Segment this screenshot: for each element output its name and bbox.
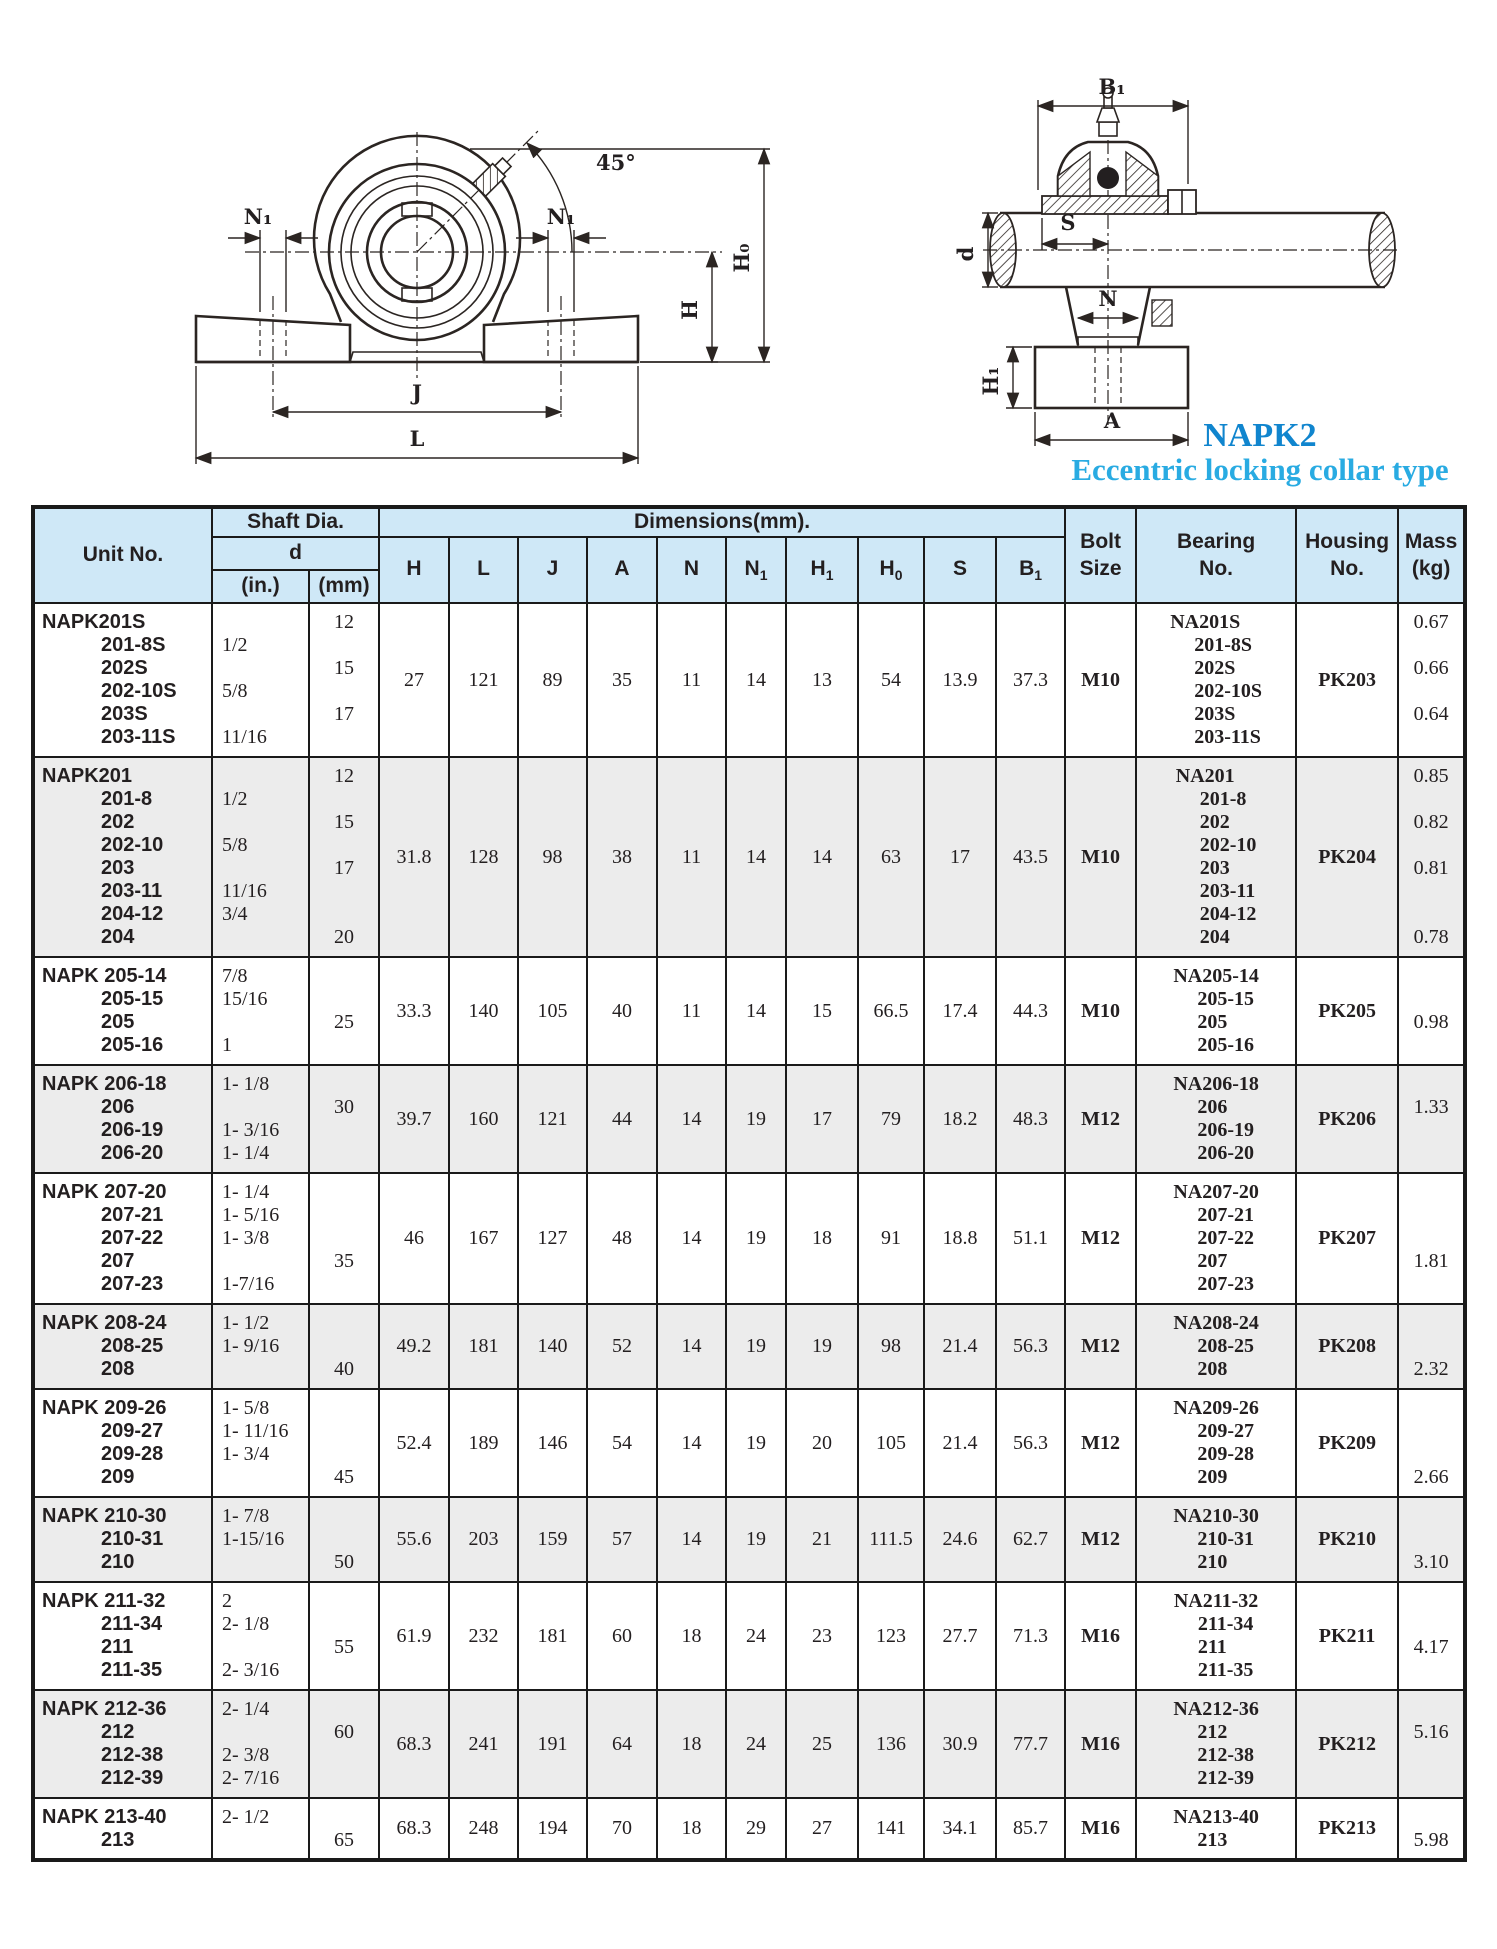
shaft-dia-mm-cell: 60 bbox=[309, 1690, 379, 1798]
dim-h-cell: 49.2 bbox=[379, 1304, 449, 1389]
angle-45-label: 45° bbox=[596, 150, 636, 175]
shaft-dia-inch-cell: 1- 1/8 1- 3/16 1- 1/4 bbox=[212, 1065, 309, 1173]
col-header-unit-no: Unit No. bbox=[33, 507, 212, 603]
dim-n-cell: 18 bbox=[657, 1582, 726, 1690]
dim-h-cell: 68.3 bbox=[379, 1690, 449, 1798]
dim-b1-cell: 56.3 bbox=[996, 1304, 1065, 1389]
unit-no-cell: NAPK 212-36 212 212-38 212-39 bbox=[33, 1690, 212, 1798]
dim-a-cell: 35 bbox=[587, 603, 657, 757]
dim-l-cell: 160 bbox=[449, 1065, 518, 1173]
unit-no-cell: NAPK 211-32 211-34 211 211-35 bbox=[33, 1582, 212, 1690]
dim-h0-cell: 123 bbox=[858, 1582, 924, 1690]
mass-cell: 4.17 bbox=[1398, 1582, 1465, 1690]
dim-j-cell: 121 bbox=[518, 1065, 587, 1173]
mass-cell: 2.66 bbox=[1398, 1389, 1465, 1497]
dim-s-cell: 17.4 bbox=[924, 957, 996, 1065]
dim-l-cell: 203 bbox=[449, 1497, 518, 1582]
col-header-n: N bbox=[657, 537, 726, 603]
col-header-h1: $H_1$ bbox=[786, 537, 858, 603]
technical-drawing-side bbox=[953, 74, 1400, 446]
dim-b1-cell: 56.3 bbox=[996, 1389, 1065, 1497]
n-label: N bbox=[1098, 286, 1118, 311]
dim-l-cell: 189 bbox=[449, 1389, 518, 1497]
dim-h1-cell: 18 bbox=[786, 1173, 858, 1304]
dim-s-cell: 18.2 bbox=[924, 1065, 996, 1173]
table-row bbox=[33, 1497, 1465, 1582]
dim-h-cell: 68.3 bbox=[379, 1798, 449, 1860]
dim-j-cell: 191 bbox=[518, 1690, 587, 1798]
shaft-dia-mm-cell: 65 bbox=[309, 1798, 379, 1860]
dim-h0-cell: 136 bbox=[858, 1690, 924, 1798]
l-label: L bbox=[409, 426, 425, 451]
dim-s-cell: 24.6 bbox=[924, 1497, 996, 1582]
col-header-h0: $H_0$ bbox=[858, 537, 924, 603]
shaft-dia-inch-cell: 1- 7/8 1-15/16 bbox=[212, 1497, 309, 1582]
dim-l-cell: 232 bbox=[449, 1582, 518, 1690]
dim-h-cell: 46 bbox=[379, 1173, 449, 1304]
bearing-no-cell: NA201 201-8 202 202-10 203 203-11 204-12 204 bbox=[1136, 757, 1296, 957]
bolt-size-cell: M16 bbox=[1065, 1798, 1136, 1860]
housing-no-cell: PK208 bbox=[1296, 1304, 1398, 1389]
dim-j-cell: 105 bbox=[518, 957, 587, 1065]
bolt-size-cell: M16 bbox=[1065, 1690, 1136, 1798]
dim-h1-cell: 15 bbox=[786, 957, 858, 1065]
unit-no-cell: NAPK201 201-8 202 202-10 203 203-11 204-12 204 bbox=[33, 757, 212, 957]
bearing-no-cell: NA211-32 211-34 211 211-35 bbox=[1136, 1582, 1296, 1690]
bearing-no-cell: NA213-40 213 bbox=[1136, 1798, 1296, 1860]
dim-h-cell: 39.7 bbox=[379, 1065, 449, 1173]
dim-a-cell: 38 bbox=[587, 757, 657, 957]
dim-j-cell: 98 bbox=[518, 757, 587, 957]
dim-n1-cell: 19 bbox=[726, 1173, 786, 1304]
technical-drawing-front bbox=[196, 123, 770, 464]
mass-cell: 1.33 bbox=[1398, 1065, 1465, 1173]
col-header-j: J bbox=[518, 537, 587, 603]
bolt-size-cell: M12 bbox=[1065, 1497, 1136, 1582]
col-header-bearing-no: Bearing No. bbox=[1136, 507, 1296, 603]
housing-no-cell: PK204 bbox=[1296, 757, 1398, 957]
bolt-size-cell: M10 bbox=[1065, 957, 1136, 1065]
dim-l-cell: 181 bbox=[449, 1304, 518, 1389]
dim-n-cell: 14 bbox=[657, 1065, 726, 1173]
dim-n1-cell: 29 bbox=[726, 1798, 786, 1860]
a-label: A bbox=[1103, 408, 1121, 433]
dim-n-cell: 11 bbox=[657, 757, 726, 957]
housing-no-cell: PK209 bbox=[1296, 1389, 1398, 1497]
col-header-inch: (in.) bbox=[212, 570, 309, 603]
dim-b1-cell: 37.3 bbox=[996, 603, 1065, 757]
dim-n-cell: 14 bbox=[657, 1389, 726, 1497]
bearing-no-cell: NA201S 201-8S 202S 202-10S 203S 203-11S bbox=[1136, 603, 1296, 757]
dim-l-cell: 167 bbox=[449, 1173, 518, 1304]
shaft-dia-inch-cell: 1/2 5/8 11/16 3/4 bbox=[212, 757, 309, 957]
col-header-mass: Mass (kg) bbox=[1398, 507, 1465, 603]
dim-n-cell: 18 bbox=[657, 1690, 726, 1798]
col-header-housing-no: Housing No. bbox=[1296, 507, 1398, 603]
bearing-no-cell: NA210-30 210-31 210 bbox=[1136, 1497, 1296, 1582]
dim-s-cell: 21.4 bbox=[924, 1389, 996, 1497]
col-header-bolt-size: Bolt Size bbox=[1065, 507, 1136, 603]
shaft-dia-mm-cell: 55 bbox=[309, 1582, 379, 1690]
table-row bbox=[33, 1173, 1465, 1304]
col-header-s: S bbox=[924, 537, 996, 603]
dim-h0-cell: 105 bbox=[858, 1389, 924, 1497]
dim-b1-cell: 77.7 bbox=[996, 1690, 1065, 1798]
housing-no-cell: PK206 bbox=[1296, 1065, 1398, 1173]
d-label: d bbox=[953, 246, 978, 262]
dim-l-cell: 121 bbox=[449, 603, 518, 757]
shaft-dia-inch-cell: 2- 1/4 2- 3/8 2- 7/16 bbox=[212, 1690, 309, 1798]
col-header-h: H bbox=[379, 537, 449, 603]
shaft-dia-inch-cell: 1- 5/8 1- 11/16 1- 3/4 bbox=[212, 1389, 309, 1497]
dim-h0-cell: 98 bbox=[858, 1304, 924, 1389]
dim-n-cell: 11 bbox=[657, 603, 726, 757]
dim-n1-cell: 19 bbox=[726, 1065, 786, 1173]
dim-j-cell: 127 bbox=[518, 1173, 587, 1304]
h1-label: H₁ bbox=[978, 366, 1003, 396]
b1-label: B₁ bbox=[1098, 74, 1126, 99]
table-row bbox=[33, 757, 1465, 957]
unit-no-cell: NAPK 208-24 208-25 208 bbox=[33, 1304, 212, 1389]
dim-j-cell: 194 bbox=[518, 1798, 587, 1860]
dim-b1-cell: 44.3 bbox=[996, 957, 1065, 1065]
col-header-shaft-dia: Shaft Dia. bbox=[212, 507, 379, 537]
housing-no-cell: PK205 bbox=[1296, 957, 1398, 1065]
housing-no-cell: PK211 bbox=[1296, 1582, 1398, 1690]
housing-no-cell: PK210 bbox=[1296, 1497, 1398, 1582]
mass-cell: 5.16 bbox=[1398, 1690, 1465, 1798]
dim-h-cell: 52.4 bbox=[379, 1389, 449, 1497]
housing-no-cell: PK207 bbox=[1296, 1173, 1398, 1304]
table-row bbox=[33, 603, 1465, 757]
table-row bbox=[33, 1065, 1465, 1173]
shaft-dia-mm-cell: 12 15 17 20 bbox=[309, 757, 379, 957]
dim-h1-cell: 13 bbox=[786, 603, 858, 757]
unit-no-cell: NAPK201S 201-8S 202S 202-10S 203S 203-11S bbox=[33, 603, 212, 757]
shaft-dia-inch-cell: 7/8 15/16 1 bbox=[212, 957, 309, 1065]
unit-no-cell: NAPK 205-14 205-15 205 205-16 bbox=[33, 957, 212, 1065]
col-header-d: d bbox=[212, 537, 379, 570]
bearing-no-cell: NA206-18 206 206-19 206-20 bbox=[1136, 1065, 1296, 1173]
bolt-size-cell: M12 bbox=[1065, 1389, 1136, 1497]
h0-label: H₀ bbox=[729, 243, 754, 273]
n1-left-label: N₁ bbox=[243, 204, 273, 229]
table-body bbox=[33, 603, 1465, 1860]
dim-j-cell: 146 bbox=[518, 1389, 587, 1497]
dim-n1-cell: 19 bbox=[726, 1497, 786, 1582]
mass-cell: 0.85 0.82 0.81 0.78 bbox=[1398, 757, 1465, 957]
dim-j-cell: 181 bbox=[518, 1582, 587, 1690]
dim-a-cell: 48 bbox=[587, 1173, 657, 1304]
mass-cell: 0.98 bbox=[1398, 957, 1465, 1065]
shaft-dia-mm-cell: 12 15 17 bbox=[309, 603, 379, 757]
bolt-size-cell: M12 bbox=[1065, 1173, 1136, 1304]
housing-no-cell: PK203 bbox=[1296, 603, 1398, 757]
mass-cell: 2.32 bbox=[1398, 1304, 1465, 1389]
col-header-a: A bbox=[587, 537, 657, 603]
table-row bbox=[33, 1304, 1465, 1389]
shaft-dia-mm-cell: 50 bbox=[309, 1497, 379, 1582]
dim-n-cell: 18 bbox=[657, 1798, 726, 1860]
unit-no-cell: NAPK 206-18 206 206-19 206-20 bbox=[33, 1065, 212, 1173]
unit-no-cell: NAPK 209-26 209-27 209-28 209 bbox=[33, 1389, 212, 1497]
dim-n1-cell: 19 bbox=[726, 1389, 786, 1497]
mass-cell: 0.67 0.66 0.64 bbox=[1398, 603, 1465, 757]
bolt-size-cell: M10 bbox=[1065, 603, 1136, 757]
table-row bbox=[33, 1798, 1465, 1860]
mass-cell: 3.10 bbox=[1398, 1497, 1465, 1582]
unit-no-cell: NAPK 210-30 210-31 210 bbox=[33, 1497, 212, 1582]
bolt-size-cell: M10 bbox=[1065, 757, 1136, 957]
dim-n-cell: 11 bbox=[657, 957, 726, 1065]
bearing-no-cell: NA212-36 212 212-38 212-39 bbox=[1136, 1690, 1296, 1798]
dim-l-cell: 248 bbox=[449, 1798, 518, 1860]
table-row bbox=[33, 1389, 1465, 1497]
table-row bbox=[33, 957, 1465, 1065]
dim-s-cell: 34.1 bbox=[924, 1798, 996, 1860]
dim-h1-cell: 17 bbox=[786, 1065, 858, 1173]
shaft-dia-inch-cell: 1/2 5/8 11/16 bbox=[212, 603, 309, 757]
dim-h-cell: 33.3 bbox=[379, 957, 449, 1065]
dim-s-cell: 21.4 bbox=[924, 1304, 996, 1389]
dim-n1-cell: 24 bbox=[726, 1582, 786, 1690]
dim-h0-cell: 91 bbox=[858, 1173, 924, 1304]
dim-s-cell: 13.9 bbox=[924, 603, 996, 757]
dim-a-cell: 54 bbox=[587, 1389, 657, 1497]
dim-n-cell: 14 bbox=[657, 1497, 726, 1582]
dim-a-cell: 60 bbox=[587, 1582, 657, 1690]
dim-s-cell: 18.8 bbox=[924, 1173, 996, 1304]
col-header-mm: (mm) bbox=[309, 570, 379, 603]
bearing-no-cell: NA207-20 207-21 207-22 207 207-23 bbox=[1136, 1173, 1296, 1304]
shaft-dia-inch-cell: 2 2- 1/8 2- 3/16 bbox=[212, 1582, 309, 1690]
shaft-dia-mm-cell: 40 bbox=[309, 1304, 379, 1389]
dim-h-cell: 27 bbox=[379, 603, 449, 757]
series-title bbox=[1040, 418, 1480, 486]
dim-b1-cell: 51.1 bbox=[996, 1173, 1065, 1304]
dim-b1-cell: 71.3 bbox=[996, 1582, 1065, 1690]
dim-h1-cell: 14 bbox=[786, 757, 858, 957]
unit-no-cell: NAPK 213-40 213 bbox=[33, 1798, 212, 1860]
dim-h0-cell: 141 bbox=[858, 1798, 924, 1860]
shaft-dia-mm-cell: 45 bbox=[309, 1389, 379, 1497]
dim-a-cell: 52 bbox=[587, 1304, 657, 1389]
dim-b1-cell: 48.3 bbox=[996, 1065, 1065, 1173]
shaft-dia-inch-cell: 1- 1/4 1- 5/16 1- 3/8 1-7/16 bbox=[212, 1173, 309, 1304]
shaft-dia-mm-cell: 30 bbox=[309, 1065, 379, 1173]
dim-a-cell: 57 bbox=[587, 1497, 657, 1582]
bolt-size-cell: M12 bbox=[1065, 1304, 1136, 1389]
dim-n-cell: 14 bbox=[657, 1173, 726, 1304]
dim-a-cell: 44 bbox=[587, 1065, 657, 1173]
bolt-size-cell: M16 bbox=[1065, 1582, 1136, 1690]
dim-b1-cell: 43.5 bbox=[996, 757, 1065, 957]
shaft-dia-inch-cell: 2- 1/2 bbox=[212, 1798, 309, 1860]
shaft-dia-mm-cell: 35 bbox=[309, 1173, 379, 1304]
dim-s-cell: 27.7 bbox=[924, 1582, 996, 1690]
table-header bbox=[33, 507, 1465, 603]
shaft-dia-inch-cell: 1- 1/2 1- 9/16 bbox=[212, 1304, 309, 1389]
col-header-l: L bbox=[449, 537, 518, 603]
dim-j-cell: 159 bbox=[518, 1497, 587, 1582]
dim-h-cell: 61.9 bbox=[379, 1582, 449, 1690]
dim-h-cell: 31.8 bbox=[379, 757, 449, 957]
dim-h1-cell: 23 bbox=[786, 1582, 858, 1690]
table-row bbox=[33, 1690, 1465, 1798]
dim-h1-cell: 20 bbox=[786, 1389, 858, 1497]
bearing-no-cell: NA208-24 208-25 208 bbox=[1136, 1304, 1296, 1389]
dim-n1-cell: 14 bbox=[726, 957, 786, 1065]
dim-l-cell: 140 bbox=[449, 957, 518, 1065]
bearing-no-cell: NA209-26 209-27 209-28 209 bbox=[1136, 1389, 1296, 1497]
shaft-dia-mm-cell: 25 bbox=[309, 957, 379, 1065]
dim-a-cell: 70 bbox=[587, 1798, 657, 1860]
mass-cell: 1.81 bbox=[1398, 1173, 1465, 1304]
dim-a-cell: 64 bbox=[587, 1690, 657, 1798]
dim-j-cell: 89 bbox=[518, 603, 587, 757]
dim-l-cell: 128 bbox=[449, 757, 518, 957]
dim-h0-cell: 79 bbox=[858, 1065, 924, 1173]
dim-n1-cell: 14 bbox=[726, 757, 786, 957]
housing-no-cell: PK212 bbox=[1296, 1690, 1398, 1798]
housing-no-cell: PK213 bbox=[1296, 1798, 1398, 1860]
s-label: S bbox=[1060, 210, 1076, 235]
dim-h0-cell: 66.5 bbox=[858, 957, 924, 1065]
dim-h1-cell: 25 bbox=[786, 1690, 858, 1798]
dim-h0-cell: 54 bbox=[858, 603, 924, 757]
dim-l-cell: 241 bbox=[449, 1690, 518, 1798]
dim-s-cell: 30.9 bbox=[924, 1690, 996, 1798]
dim-b1-cell: 85.7 bbox=[996, 1798, 1065, 1860]
dim-a-cell: 40 bbox=[587, 957, 657, 1065]
dim-h1-cell: 27 bbox=[786, 1798, 858, 1860]
table-row bbox=[33, 1582, 1465, 1690]
dim-n1-cell: 14 bbox=[726, 603, 786, 757]
col-header-b1: $B_1$ bbox=[996, 537, 1065, 603]
dim-h-cell: 55.6 bbox=[379, 1497, 449, 1582]
j-label: J bbox=[412, 380, 422, 405]
dim-n1-cell: 19 bbox=[726, 1304, 786, 1389]
col-header-n1: $N_1$ bbox=[726, 537, 786, 603]
n1-right-label: N₁ bbox=[546, 204, 576, 229]
dim-h1-cell: 19 bbox=[786, 1304, 858, 1389]
dim-n-cell: 14 bbox=[657, 1304, 726, 1389]
bolt-size-cell: M12 bbox=[1065, 1065, 1136, 1173]
bearing-dimension-table bbox=[31, 505, 1467, 1862]
dim-j-cell: 140 bbox=[518, 1304, 587, 1389]
unit-no-cell: NAPK 207-20 207-21 207-22 207 207-23 bbox=[33, 1173, 212, 1304]
series-name: NAPK2 bbox=[1203, 417, 1317, 454]
dim-h0-cell: 63 bbox=[858, 757, 924, 957]
dim-h0-cell: 111.5 bbox=[858, 1497, 924, 1582]
dim-n1-cell: 24 bbox=[726, 1690, 786, 1798]
dim-s-cell: 17 bbox=[924, 757, 996, 957]
col-header-dimensions: Dimensions(mm). bbox=[379, 507, 1065, 537]
dim-b1-cell: 62.7 bbox=[996, 1497, 1065, 1582]
mass-cell: 5.98 bbox=[1398, 1798, 1465, 1860]
bearing-no-cell: NA205-14 205-15 205 205-16 bbox=[1136, 957, 1296, 1065]
series-subtitle: Eccentric locking collar type bbox=[1071, 451, 1449, 487]
h-label: H bbox=[677, 300, 702, 320]
dim-h1-cell: 21 bbox=[786, 1497, 858, 1582]
